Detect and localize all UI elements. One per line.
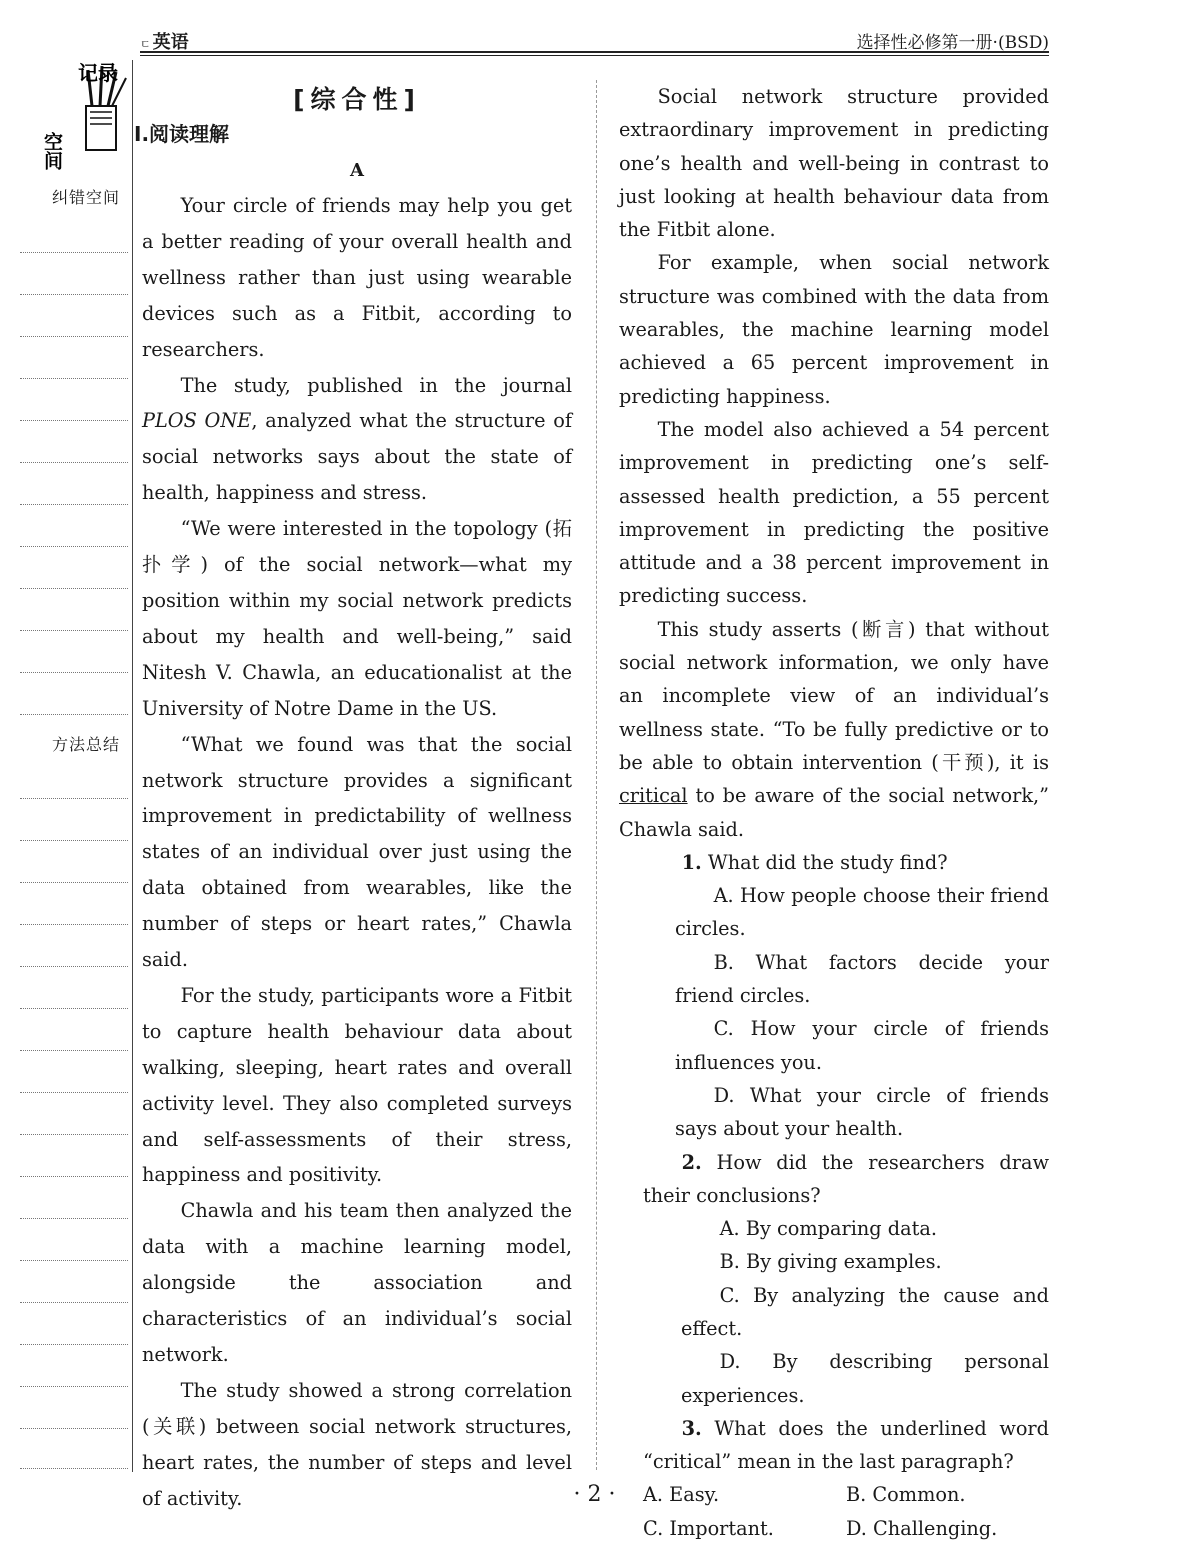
note-line bbox=[20, 840, 128, 841]
paragraph bbox=[619, 613, 1049, 846]
logo-text-bottom: 空间 bbox=[41, 132, 63, 170]
note-line bbox=[20, 1176, 128, 1177]
q1-option-d[interactable]: D. What your circle of friends says about your health. bbox=[675, 1083, 1049, 1141]
header-divider bbox=[140, 51, 1049, 53]
paragraph: The model also achieved a 54 percent improvement in predicting one’s self-assessed health prediction, a 55 percent improvement in predicting the positive attitude and a 38 percent improvement in predicting success. bbox=[619, 417, 1049, 608]
header-mark: ㄷ bbox=[140, 38, 151, 51]
paragraph-text: The study, published in the journal bbox=[180, 373, 572, 397]
question-text: What does the underlined word “critical” mean in the last paragraph? bbox=[643, 1416, 1049, 1474]
q2-option-a[interactable]: A. By comparing data. bbox=[719, 1217, 937, 1241]
question-number: 2. bbox=[681, 1150, 702, 1174]
logo-text-top: 记录 bbox=[78, 61, 118, 85]
note-line bbox=[20, 546, 128, 547]
note-line bbox=[20, 1302, 128, 1303]
subject-label: 英语 bbox=[152, 32, 189, 53]
column-divider bbox=[596, 80, 597, 1470]
paragraph: “What we found was that the social network structure provides a significant improvement in predictability of wellness states of an individual over just using the data obtained from wearables, like the number of steps or heart rates,” Chawla said. bbox=[142, 732, 572, 972]
column-left bbox=[134, 80, 572, 1517]
paragraph: For the study, participants wore a Fitbit to capture health behaviour data about walking, sleeping, heart rates and overall activity level. They also completed surveys and self-assessments of their stress, happiness and positivity. bbox=[142, 983, 572, 1187]
error-correction-label: 纠错空间 bbox=[52, 188, 121, 207]
column-right bbox=[619, 80, 1049, 1545]
note-line bbox=[20, 1008, 128, 1009]
note-line bbox=[20, 882, 128, 883]
paragraph: Chawla and his team then analyzed the data with a machine learning model, alongside the association and characteristics of an individual’s social network. bbox=[142, 1199, 572, 1366]
note-line bbox=[20, 672, 128, 673]
question-text: What did the study find? bbox=[707, 850, 948, 874]
question-1 bbox=[619, 846, 1049, 879]
note-line bbox=[20, 1260, 128, 1261]
note-line bbox=[20, 1134, 128, 1135]
margin-divider bbox=[132, 60, 133, 1472]
book-title: 选择性必修第一册·(BSD) bbox=[856, 33, 1049, 53]
section-title: [综合性] bbox=[293, 85, 421, 114]
header-divider-thin bbox=[140, 55, 1049, 56]
note-line bbox=[20, 294, 128, 295]
q1-option-a[interactable]: A. How people choose their friend circles. bbox=[675, 884, 1049, 941]
q2-option-b[interactable]: B. By giving examples. bbox=[719, 1250, 942, 1274]
paragraph: Your circle of friends may help you get a better reading of your overall health and wellness rather than just using wearable devices such as a Fitbit, according to researchers. bbox=[142, 194, 572, 361]
underlined-word: critical bbox=[619, 784, 688, 808]
note-line bbox=[20, 966, 128, 967]
q3-option-a[interactable]: A. Easy. bbox=[643, 1483, 720, 1507]
paragraph: “We were interested in the topology (拓扑学) of the social network—what my position within my social network predicts about my health and well-being,” said Nitesh V. Chawla, an educationalist at the University of Notre Dame in the US. bbox=[142, 517, 572, 720]
passage-label: A bbox=[350, 160, 364, 181]
note-line bbox=[20, 1428, 128, 1429]
question-number: 3. bbox=[681, 1416, 702, 1440]
note-line bbox=[20, 630, 128, 631]
question-number: 1. bbox=[681, 850, 702, 874]
paragraph: Social network structure provided extraordinary improvement in predicting one’s health and well-being in contrast to just looking at health behaviour data from the Fitbit alone. bbox=[619, 85, 1049, 242]
journal-name: PLOS ONE bbox=[142, 409, 252, 433]
note-line bbox=[20, 1050, 128, 1051]
paragraph: For example, when social network structure was combined with the data from wearables, the machine learning model achieved a 65 percent improvement in predicting happiness. bbox=[619, 251, 1049, 408]
part-heading: Ⅰ.阅读理解 bbox=[134, 122, 230, 146]
note-line bbox=[20, 420, 128, 421]
note-line bbox=[20, 1344, 128, 1345]
note-line bbox=[20, 1218, 128, 1219]
q3-option-b[interactable]: B. Common. bbox=[846, 1483, 966, 1507]
note-line bbox=[20, 504, 128, 505]
note-line bbox=[20, 1468, 128, 1469]
note-line bbox=[20, 798, 128, 799]
method-summary-label: 方法总结 bbox=[52, 735, 121, 754]
q3-option-d[interactable]: D. Challenging. bbox=[846, 1516, 998, 1540]
q2-option-c[interactable]: C. By analyzing the cause and effect. bbox=[681, 1283, 1049, 1340]
q1-option-c[interactable]: C. How your circle of friends influences you. bbox=[675, 1017, 1049, 1074]
question-2 bbox=[619, 1146, 1049, 1213]
note-line bbox=[20, 714, 128, 715]
q3-option-c[interactable]: C. Important. bbox=[643, 1516, 774, 1540]
q2-option-d[interactable]: D. By describing personal experiences. bbox=[681, 1350, 1049, 1407]
question-3 bbox=[619, 1412, 1049, 1479]
paragraph-text: to be aware of the social network,” Chawla said. bbox=[619, 784, 1049, 841]
paragraph-text: This study asserts (断言) that without social network information, we only have an incomplete view of an individual’s wellness state. “To be fully predictive or to be able to obtain intervention (干预), it is bbox=[619, 617, 1049, 774]
q3-options-row-2 bbox=[619, 1512, 1049, 1545]
note-line bbox=[20, 1386, 128, 1387]
note-line bbox=[20, 588, 128, 589]
note-line bbox=[20, 336, 128, 337]
paragraph-text: , analyzed what the structure of social networks says about the state of health, happiness and stress. bbox=[142, 409, 572, 505]
notes-logo-icon bbox=[41, 61, 132, 170]
paragraph bbox=[142, 368, 572, 512]
paragraph: The study showed a strong correlation (关联) between social network structures, heart rates, the number of steps and level of activity. bbox=[142, 1378, 572, 1510]
note-line bbox=[20, 924, 128, 925]
q1-option-b[interactable]: B. What factors decide your friend circles. bbox=[675, 950, 1049, 1008]
note-line bbox=[20, 462, 128, 463]
page-number: · 2 · bbox=[573, 1482, 616, 1507]
question-text: How did the researchers draw their conclusions? bbox=[643, 1150, 1049, 1207]
note-line bbox=[20, 252, 128, 253]
note-line bbox=[20, 378, 128, 379]
note-line bbox=[20, 1092, 128, 1093]
